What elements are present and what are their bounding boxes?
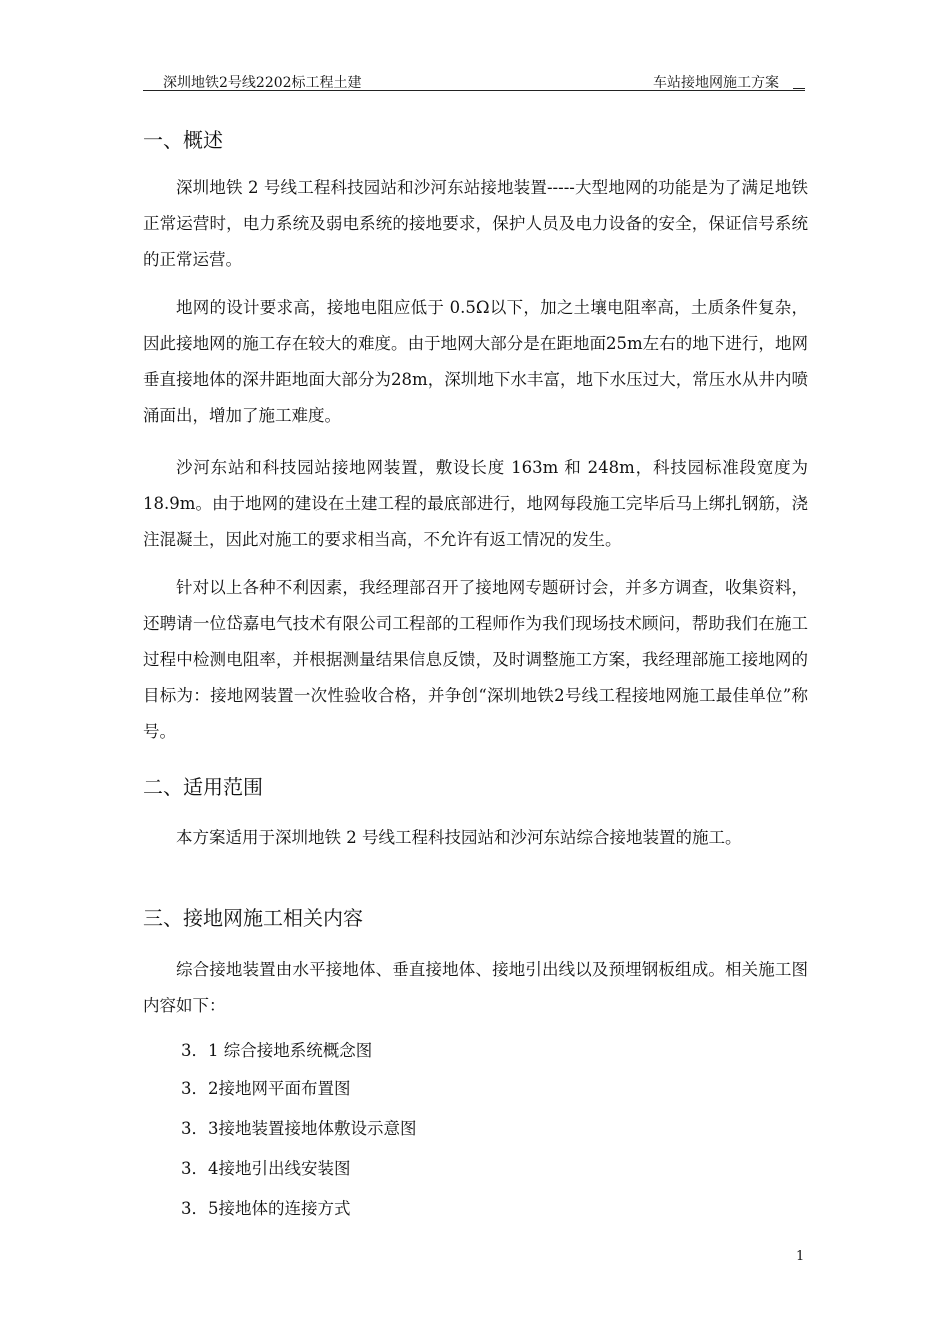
list-item: 3．1 综合接地系统概念图: [181, 1041, 373, 1060]
section-3-paragraph-1: 综合接地装置由水平接地体、垂直接地体、接地引出线以及预埋钢板组成。相关施工图内容如下：: [143, 960, 808, 1015]
section-1-paragraph-3: 沙河东站和科技园站接地网装置，敷设长度 163m 和 248m，科技园标准段宽度为18.9m。由于地网的建设在土建工程的最底部进行，地网每段施工完毕后马上绑扎钢筋，浇注混凝土，因此对施工的要求相当高，不允许有返工情况的发生。: [143, 458, 808, 549]
list-item: 3．5接地体的连接方式: [181, 1199, 351, 1218]
section-3-heading: 三、接地网施工相关内容: [143, 906, 363, 930]
section-2-heading: 二、适用范围: [143, 775, 263, 799]
page-number: 1: [796, 1249, 805, 1264]
section-1-paragraph-1: 深圳地铁 2 号线工程科技园站和沙河东站接地装置-----大型地网的功能是为了满足地铁正常运营时，电力系统及弱电系统的接地要求，保护人员及电力设备的安全，保证信号系统的正常运营。: [143, 178, 808, 269]
section-1-paragraph-2: 地网的设计要求高，接地电阻应低于 0.5Ω以下，加之土壤电阻率高，土质条件复杂，因此接地网的施工存在较大的难度。由于地网大部分是在距地面25m左右的地下进行，地网垂直接地体的深井距地面大部分为28m，深圳地下水丰富，地下水压过大，常压水从井内喷涌面出，增加了施工难度。: [143, 298, 808, 425]
header-project-title: 深圳地铁2号线2202标工程土建: [163, 75, 362, 91]
header-rule-mark: [793, 88, 805, 89]
list-item: 3．4接地引出线安装图: [181, 1159, 351, 1178]
page-header: [143, 70, 805, 91]
list-item: 3．3接地装置接地体敷设示意图: [181, 1119, 417, 1138]
section-1-heading: 一、概述: [143, 128, 223, 152]
header-document-title: 车站接地网施工方案: [653, 75, 779, 91]
section-2-paragraph-1: 本方案适用于深圳地铁 2 号线工程科技园站和沙河东站综合接地装置的施工。: [176, 828, 742, 847]
section-1-paragraph-4: 针对以上各种不利因素，我经理部召开了接地网专题研讨会，并多方调查，收集资料，还聘请一位岱嘉电气技术有限公司工程部的工程师作为我们现场技术顾问，帮助我们在施工过程中检测电阻率，并根据测量结果信息反馈，及时调整施工方案，我经理部施工接地网的目标为：接地网装置一次性验收合格，并争创“深圳地铁2号线工程接地网施工最佳单位”称号。: [143, 578, 808, 741]
list-item: 3．2接地网平面布置图: [181, 1079, 351, 1098]
